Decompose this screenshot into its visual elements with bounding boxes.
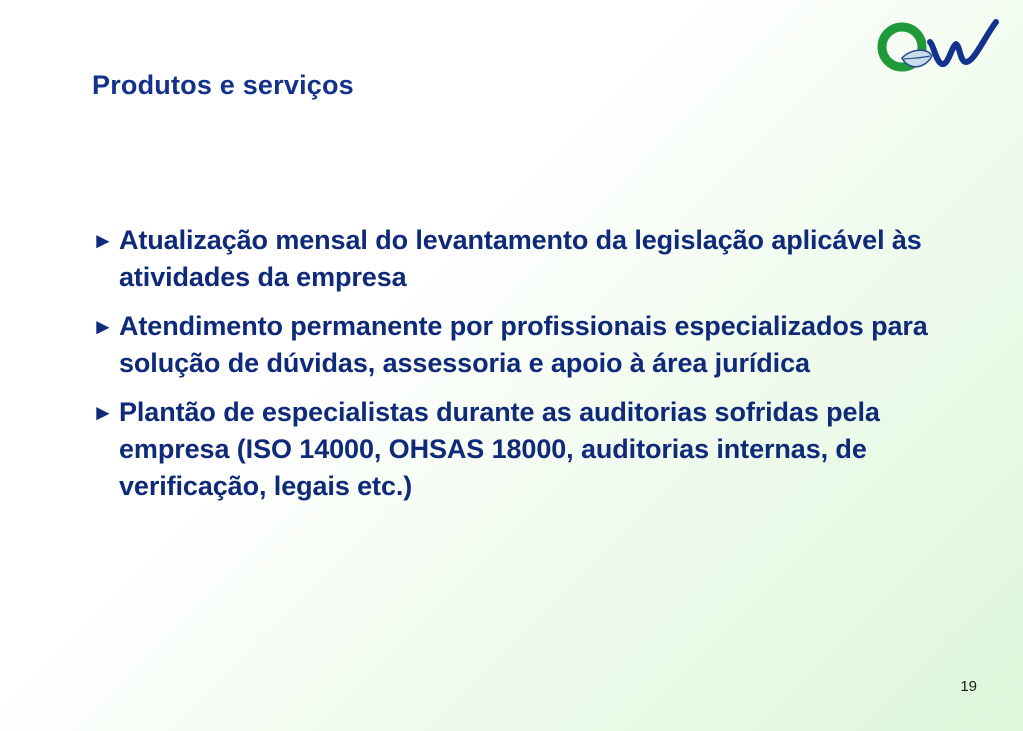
bullet-item-2 bbox=[92, 308, 972, 382]
bullet-list bbox=[92, 222, 972, 517]
qw-logo-icon bbox=[872, 16, 1002, 82]
bullet-item-3 bbox=[92, 394, 972, 505]
bullet-item-1 bbox=[92, 222, 972, 296]
bullet-arrow-icon: ► bbox=[92, 228, 114, 253]
bullet-arrow-icon: ► bbox=[92, 314, 114, 339]
bullet-arrow-icon: ► bbox=[92, 400, 114, 425]
page-number: 19 bbox=[960, 678, 977, 695]
bullet-text: Atualização mensal do levantamento da legislação aplicável às atividades da empresa bbox=[119, 225, 922, 292]
slide-title: Produtos e serviços bbox=[92, 70, 354, 100]
bullet-text: Atendimento permanente por profissionais especializados para solução de dúvidas, assessoria e apoio à área jurídica bbox=[119, 311, 928, 378]
bullet-text: Plantão de especialistas durante as auditorias sofridas pela empresa (ISO 14000, OHSAS 18000, auditorias internas, de verificação, legais etc.) bbox=[119, 397, 880, 501]
